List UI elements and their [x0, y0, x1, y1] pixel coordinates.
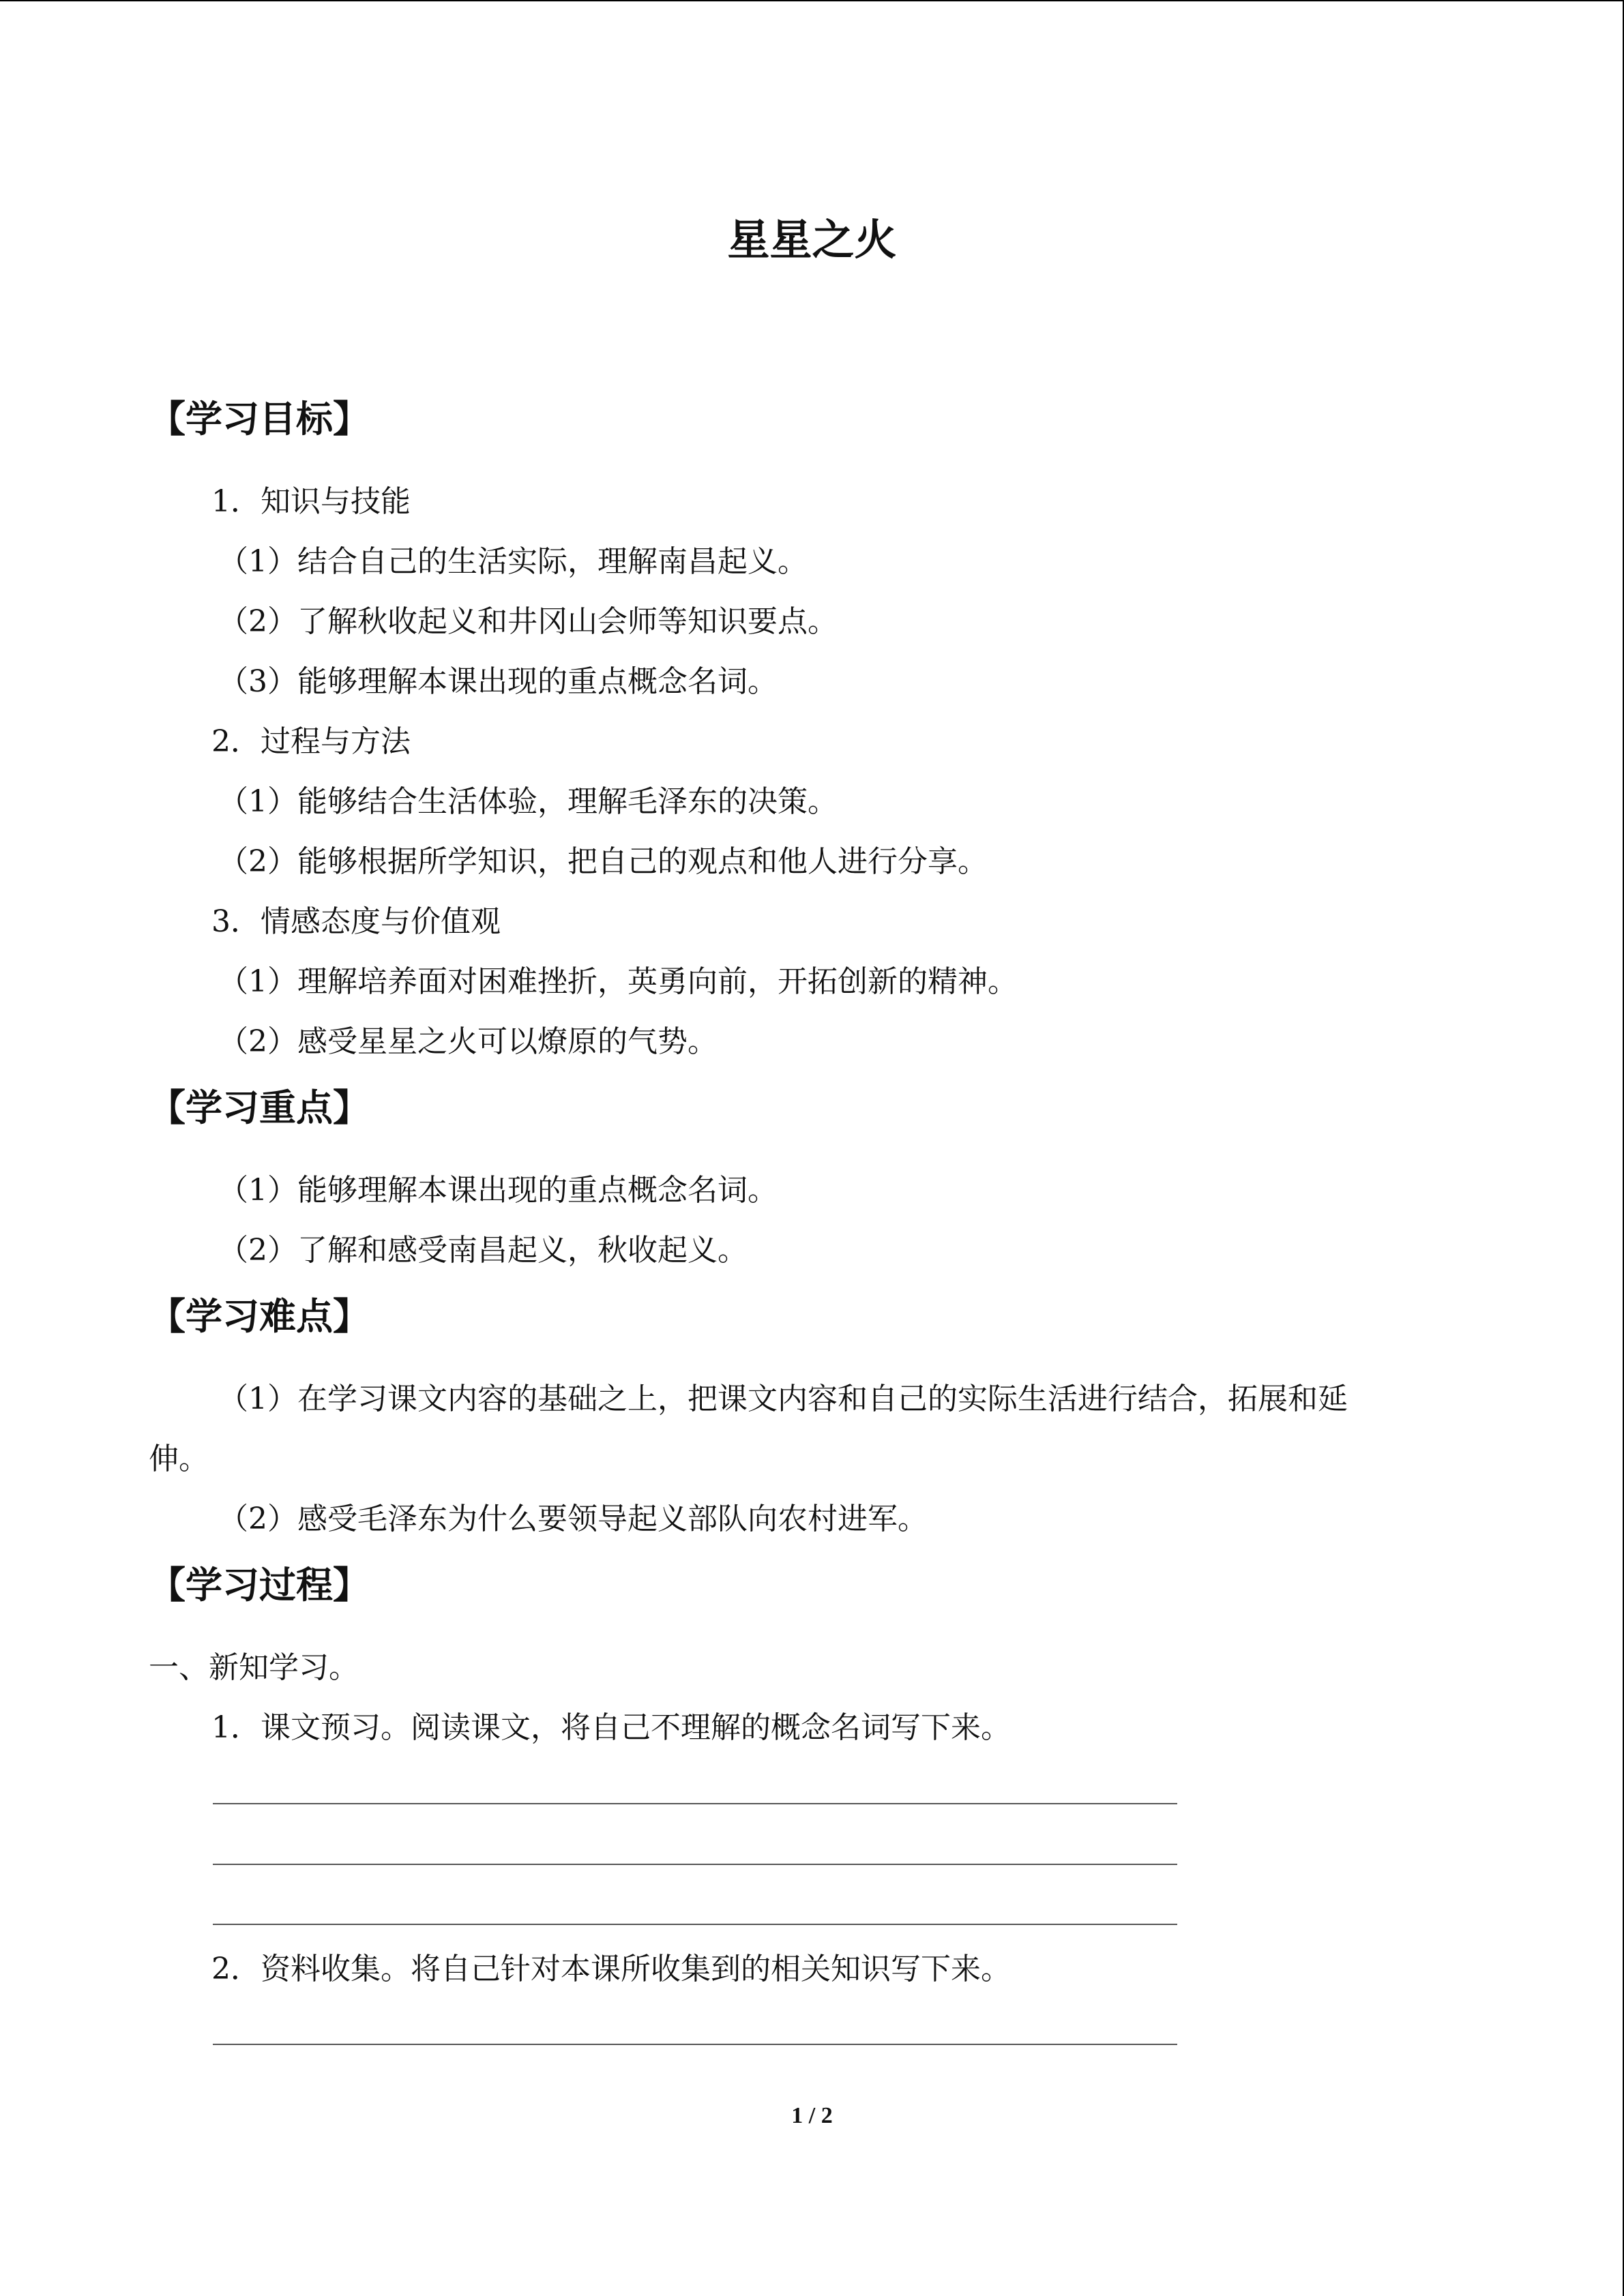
objectives-group3-item: （1）理解培养面对困难挫折，英勇向前，开拓创新的精神。	[218, 964, 1018, 999]
process-section-title: 一、新知学习。	[149, 1650, 359, 1685]
answer-line[interactable]	[213, 1924, 1177, 1925]
answer-line[interactable]	[213, 2044, 1177, 2045]
objectives-group1-item: （2）了解秋收起义和井冈山会师等知识要点。	[218, 604, 838, 639]
answer-line[interactable]	[213, 1803, 1177, 1804]
process-task: 1．课文预习。阅读课文，将自己不理解的概念名词写下来。	[211, 1710, 1011, 1745]
page-number: 1 / 2	[791, 2103, 833, 2128]
objectives-group2-item: （1）能够结合生活体验，理解毛泽东的决策。	[218, 784, 838, 819]
difficulty-item-line: 伸。	[149, 1442, 209, 1476]
objectives-heading: 【学习目标】	[149, 398, 370, 441]
objectives-group2-label: 2．过程与方法	[211, 724, 411, 759]
page-title: 星星之火	[727, 215, 897, 265]
key-points-heading: 【学习重点】	[149, 1086, 370, 1129]
process-heading: 【学习过程】	[149, 1564, 370, 1607]
key-point-item: （1）能够理解本课出现的重点概念名词。	[218, 1173, 778, 1208]
answer-line[interactable]	[213, 1864, 1177, 1865]
objectives-group1-label: 1．知识与技能	[211, 484, 411, 519]
difficulty-item-line: （1）在学习课文内容的基础之上，把课文内容和自己的实际生活进行结合，拓展和延	[218, 1382, 1348, 1416]
process-task: 2．资料收集。将自己针对本课所收集到的相关知识写下来。	[211, 1952, 1011, 1986]
difficulty-item: （2）感受毛泽东为什么要领导起义部队向农村进军。	[218, 1502, 928, 1536]
objectives-group3-item: （2）感受星星之火可以燎原的气势。	[218, 1024, 718, 1059]
objectives-group1-item: （3）能够理解本课出现的重点概念名词。	[218, 664, 778, 699]
difficulties-heading: 【学习难点】	[149, 1295, 370, 1338]
objectives-group1-item: （1）结合自己的生活实际，理解南昌起义。	[218, 544, 808, 579]
key-point-item: （2）了解和感受南昌起义，秋收起义。	[218, 1233, 748, 1268]
objectives-group3-label: 3．情感态度与价值观	[211, 904, 501, 939]
objectives-group2-item: （2）能够根据所学知识，把自己的观点和他人进行分享。	[218, 844, 988, 879]
